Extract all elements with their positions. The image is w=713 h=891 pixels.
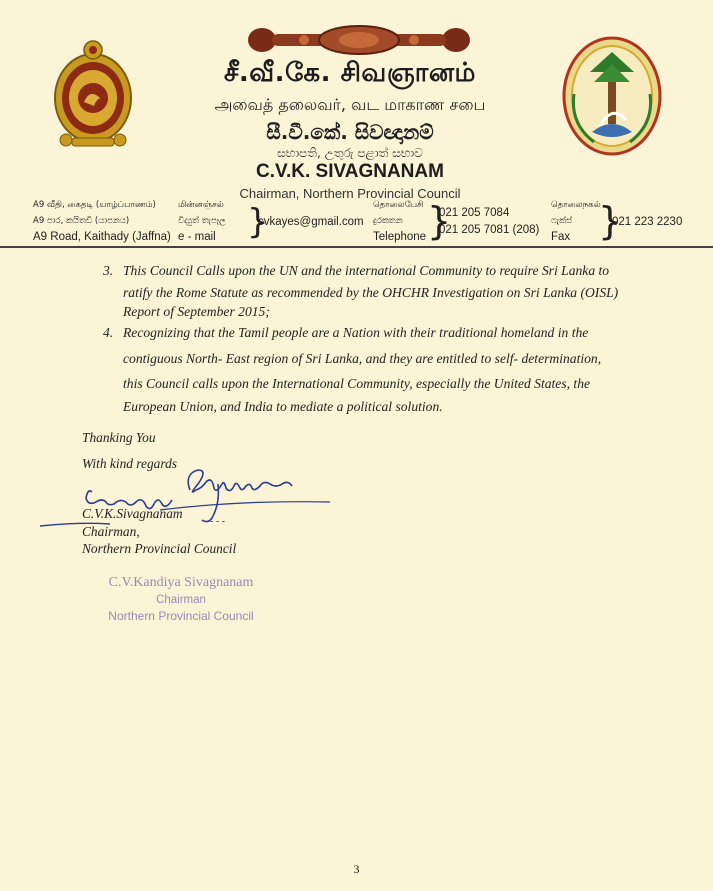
closing-thanks: Thanking You bbox=[82, 430, 156, 445]
page-number: 3 bbox=[353, 862, 360, 876]
fax-label-english: Fax bbox=[551, 231, 571, 243]
stamp-council: Northern Provincial Council bbox=[108, 609, 254, 623]
northern-provincial-council-emblem-icon bbox=[560, 34, 664, 158]
fax-number: 021 223 2230 bbox=[612, 216, 683, 228]
item-number: 4. bbox=[103, 325, 114, 340]
fax-label-sinhala: ෆැක්ස් bbox=[551, 216, 573, 226]
telephone-label-tamil: தொலைபேசி bbox=[373, 200, 424, 210]
email-label-tamil: மின்னஞ்சல் bbox=[178, 200, 224, 210]
telephone-number-2: 021 205 7081 (208) bbox=[439, 224, 540, 236]
item-line: Recognizing that the Tamil people are a Nation with their traditional homeland in the bbox=[123, 325, 589, 340]
item-line: ratify the Rome Statute as recommended by the OHCHR Investigation on Sri Lanka (OISL) bbox=[123, 285, 619, 300]
sri-lanka-emblem-icon bbox=[50, 36, 136, 156]
name-sinhala: සී.වී.කේ. සිවඥානම් bbox=[266, 120, 434, 144]
header-rule bbox=[0, 246, 713, 248]
email-brace: } bbox=[247, 202, 269, 242]
address-sinhala: A9 පාර, කයිතඩි (යාපනය) bbox=[33, 216, 130, 226]
title-english: Chairman, Northern Provincial Council bbox=[239, 186, 461, 201]
fax-label-tamil: தொலைநகல் bbox=[551, 200, 601, 210]
telephone-label-english: Telephone bbox=[373, 231, 427, 243]
address-english: A9 Road, Kaithady (Jaffna) bbox=[33, 231, 171, 243]
title-tamil: அவைத் தலைவர், வட மாகாண சபை bbox=[214, 95, 486, 114]
item-line: contiguous North- East region of Sri Lanka, and they are entitled to self- determination, bbox=[123, 351, 602, 366]
email-label-sinhala: විද්‍යුත් තැපෑල bbox=[178, 216, 226, 226]
ornament-icon bbox=[244, 18, 474, 62]
name-tamil: சீ.வீ.கே. சிவஞானம் bbox=[224, 58, 476, 88]
closing-council: Northern Provincial Council bbox=[82, 541, 237, 556]
item-number: 3. bbox=[103, 263, 114, 278]
item-line: this Council calls upon the International Community, especially the United States, the bbox=[123, 376, 591, 391]
item-line: European Union, and India to mediate a political solution. bbox=[123, 399, 443, 414]
item-line: This Council Calls upon the UN and the international Community to require Sri Lanka to bbox=[123, 263, 610, 278]
telephone-label-sinhala: දුරකතන bbox=[373, 216, 403, 226]
stamp-title: Chairman bbox=[156, 594, 206, 606]
name-english: C.V.K. SIVAGNANAM bbox=[256, 161, 444, 182]
email-address[interactable]: cvkayes@gmail.com bbox=[258, 216, 364, 228]
item-line: Report of September 2015; bbox=[123, 304, 270, 319]
title-sinhala: සභාපති, උතුරු පළාත් සභාව bbox=[277, 146, 423, 160]
svg-text:- - -: - - - bbox=[210, 516, 225, 527]
telephone-brace: } bbox=[427, 199, 452, 243]
address-tamil: A9 வீதி, கைதடி (யாழ்ப்பாணம்) bbox=[33, 200, 156, 210]
closing-name: C.V.K.Sivagnanam bbox=[82, 506, 183, 521]
fax-brace: } bbox=[598, 199, 623, 243]
email-label-english: e - mail bbox=[178, 231, 216, 243]
closing-regards: With kind regards bbox=[82, 456, 177, 471]
stamp-name: C.V.Kandiya Sivagnanam bbox=[108, 575, 254, 590]
telephone-number-1: 021 205 7084 bbox=[439, 207, 510, 219]
closing-position: Chairman, bbox=[82, 524, 140, 539]
